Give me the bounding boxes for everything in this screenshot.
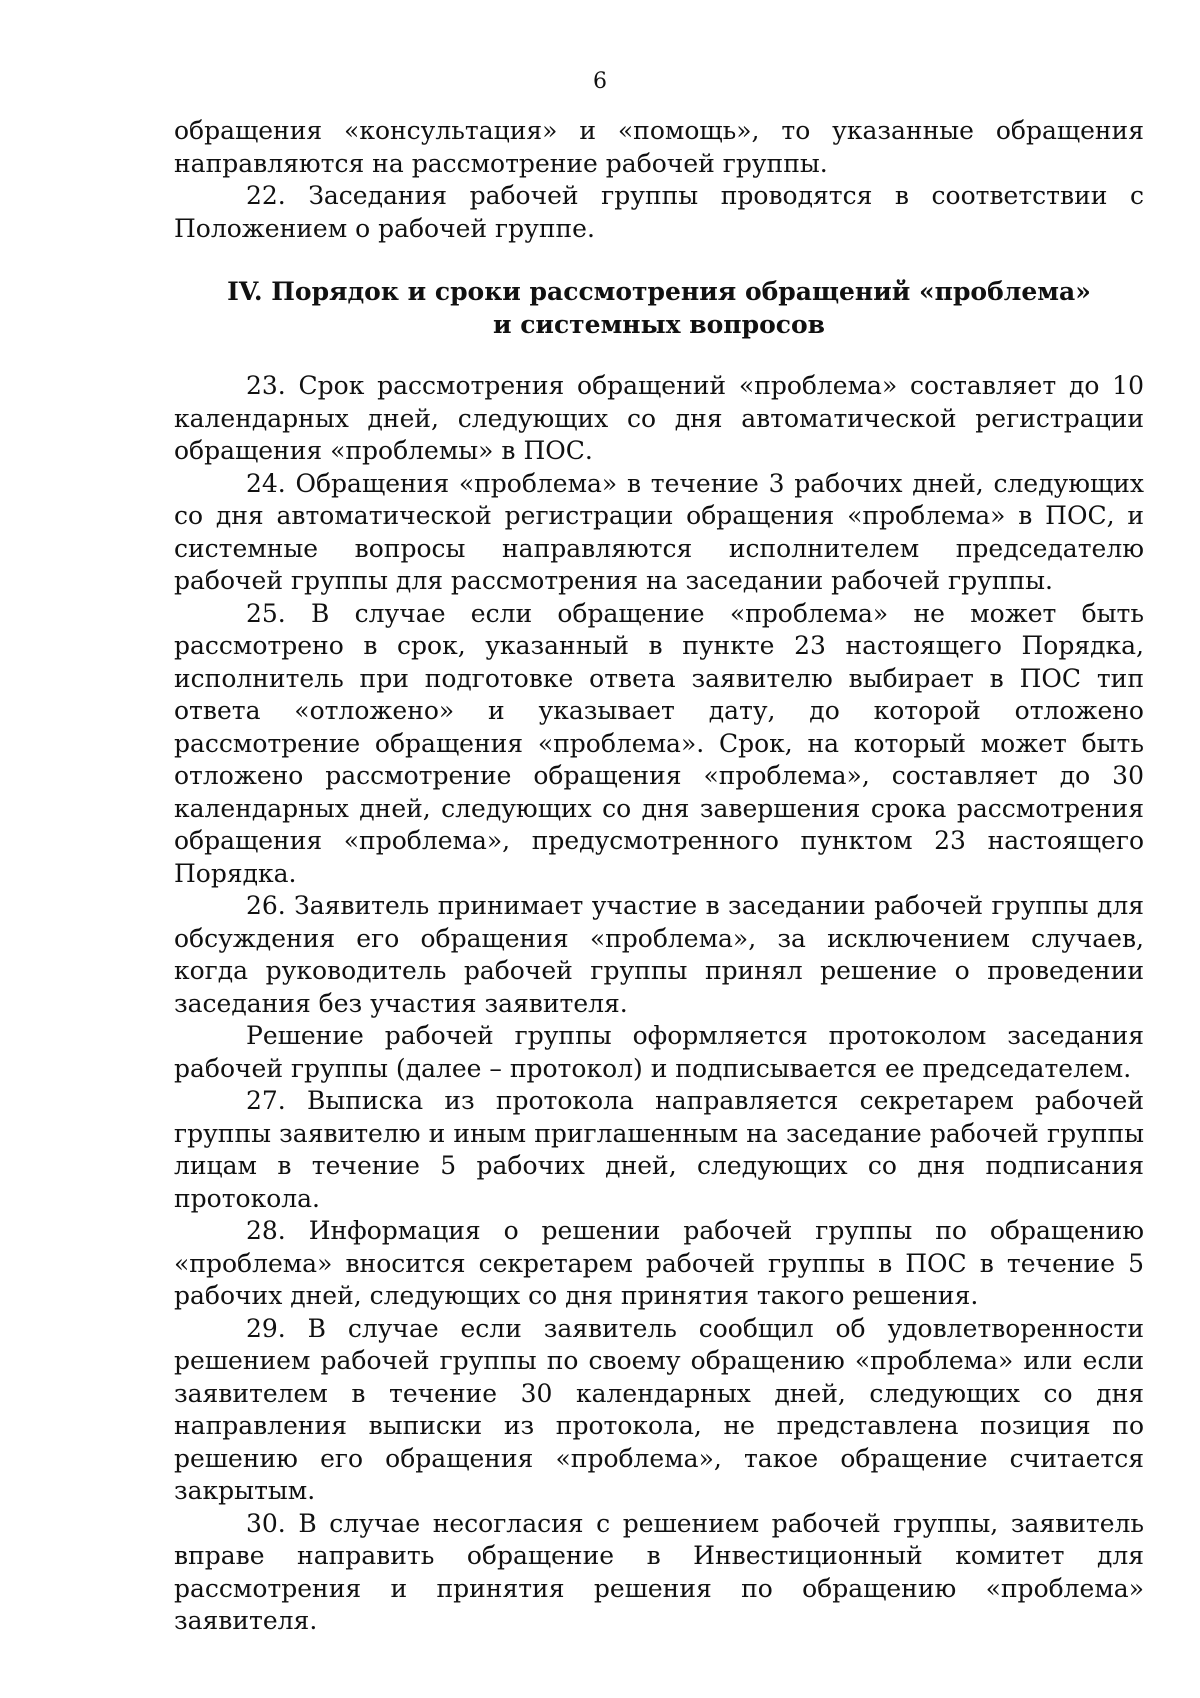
paragraph-26: 26. Заявитель принимает участие в заседании рабочей группы для обсуждения его обращения «проблема», за исключением случаев, когда руководитель рабочей группы принял решение о проведении заседания без участия заявителя.	[174, 891, 1144, 1018]
paragraph-continuation: обращения «консультация» и «помощь», то указанные обращения направляются на рассмотрение рабочей группы.	[174, 116, 1144, 178]
paragraph-28: 28. Информация о решении рабочей группы по обращению «проблема» вносится секретарем рабочей группы в ПОС в течение 5 рабочих дней, следующих со дня принятия такого решения.	[174, 1216, 1144, 1310]
paragraph-30: 30. В случае несогласия с решением рабочей группы, заявитель вправе направить обращение в Инвестиционный комитет для рассмотрения и принятия решения по обращению «проблема» заявителя.	[174, 1508, 1144, 1635]
paragraph-24: 24. Обращения «проблема» в течение 3 рабочих дней, следующих со дня автоматической регистрации обращения «проблема» в ПОС, и системные вопросы направляются исполнителем председателю рабочей группы для рассмотрения на заседании рабочей группы.	[174, 468, 1144, 595]
document-body	[174, 115, 1144, 1638]
paragraph-26-decision: Решение рабочей группы оформляется протоколом заседания рабочей группы (далее – протокол) и подписывается ее председателем.	[174, 1021, 1144, 1083]
paragraph-22: 22. Заседания рабочей группы проводятся в соответствии с Положением о рабочей группе.	[174, 181, 1144, 243]
paragraph-27: 27. Выписка из протокола направляется секретарем рабочей группы заявителю и иным приглашенным на заседание рабочей группы лицам в течение 5 рабочих дней, следующих со дня подписания протокола.	[174, 1086, 1144, 1213]
section-title-line-1: IV. Порядок и сроки рассмотрения обращений «проблема»	[227, 277, 1091, 306]
paragraph-23: 23. Срок рассмотрения обращений «проблема» составляет до 10 календарных дней, следующих со дня автоматической регистрации обращения «проблемы» в ПОС.	[174, 371, 1144, 465]
page-number: 6	[593, 69, 607, 94]
section-heading	[174, 276, 1144, 341]
section-title-line-2: и системных вопросов	[492, 309, 826, 339]
paragraph-29: 29. В случае если заявитель сообщил об удовлетворенности решением рабочей группы по своему обращению «проблема» или если заявителем в течение 30 календарных дней, следующих со дня направления выписки из протокола, не представлена позиция по решению его обращения «проблема», такое обращение считается закрытым.	[174, 1313, 1144, 1505]
paragraph-25: 25. В случае если обращение «проблема» не может быть рассмотрено в срок, указанный в пункте 23 настоящего Порядка, исполнитель при подготовке ответа заявителю выбирает в ПОС тип ответа «отложено» и указывает дату, до которой отложено рассмотрение обращения «проблема». Срок, на который может быть отложено рассмотрение обращения «проблема», составляет до 30 календарных дней, следующих со дня завершения срока рассмотрения обращения «проблема», предусмотренного пунктом 23 настоящего Порядка.	[174, 598, 1144, 888]
